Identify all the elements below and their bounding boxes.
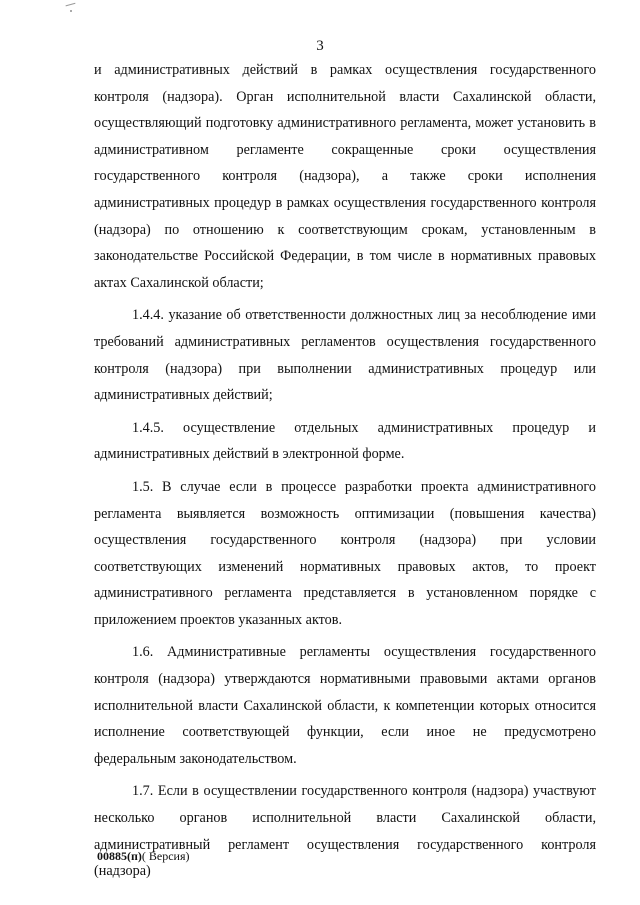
paragraph-1-7: 1.7. Если в осуществлении государственного контроля (надзора) участвуют несколько органов исполнительной власти Сахалинской области, административный регламент осуществления государственного контроля (надзора) bbox=[94, 783, 596, 880]
document-body bbox=[94, 57, 596, 885]
paragraph-1-6: 1.6. Административные регламенты осуществления государственного контроля (надзора) утверждаются нормативными правовыми актами органов исполнительной власти Сахалинской области, к компетенции которых относится исполнение соответствующей функции, если иное не предусмотрено федеральным законодательством. bbox=[94, 644, 596, 767]
scan-artifact-dot bbox=[70, 10, 72, 12]
paragraph-continuation: и административных действий в рамках осуществления государственного контроля (надзора). Орган исполнительной власти Сахалинской области, осуществляющий подготовку административного регламента, может установить в административном регламенте сокращенные сроки осуществления государственного контроля (надзора), а также сроки исполнения административных процедур в рамках осуществления государственного контроля (надзора) по отношению к соответствующим срокам, установленным в законодательстве Российской Федерации, в том числе в нормативных правовых актах Сахалинской области; bbox=[94, 62, 596, 291]
paragraph-1-4-4: 1.4.4. указание об ответственности должностных лиц за несоблюдение ими требований административных регламентов осуществления государственного контроля (надзора) при выполнении административных процедур или административных действий; bbox=[94, 307, 596, 404]
footer bbox=[97, 849, 190, 864]
paragraph-1-4-5: 1.4.5. осуществление отдельных административных процедур и административных действий в электронной форме. bbox=[94, 419, 596, 463]
document-version: ( Версия) bbox=[141, 849, 190, 863]
paragraph-1-5: 1.5. В случае если в процессе разработки проекта административного регламента выявляется возможность оптимизации (повышения качества) осуществления государственного контроля (надзора) при условии соответствующих изменений нормативных правовых актов, то проект административного регламента представляется в установленном порядке с приложением проектов указанных актов. bbox=[94, 478, 596, 628]
page-number: 3 bbox=[316, 38, 324, 54]
document-code: 00885(п) bbox=[97, 849, 142, 863]
